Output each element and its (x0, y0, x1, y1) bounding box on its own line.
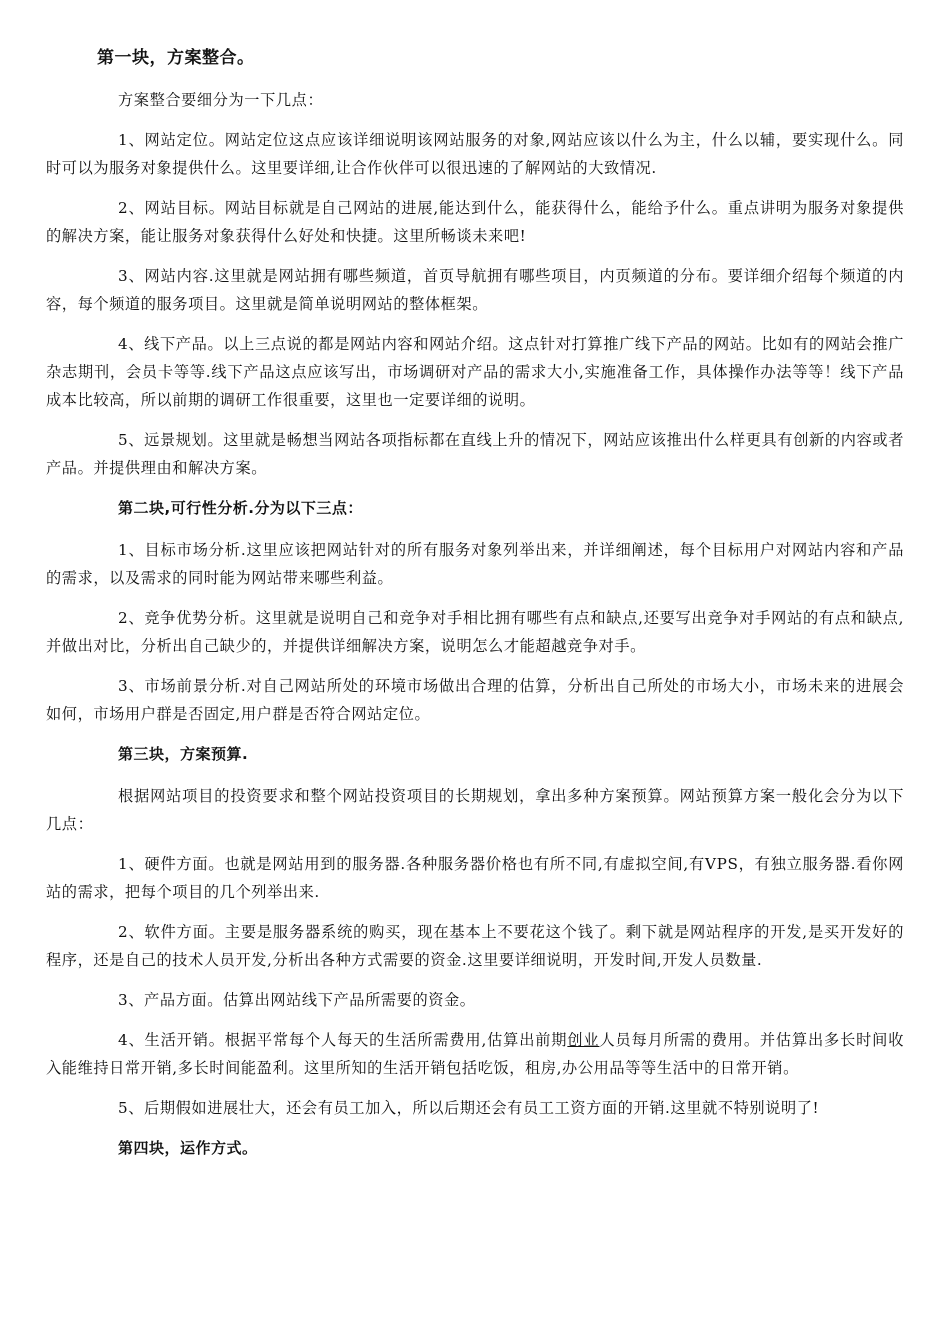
section3-item-1: 1、硬件方面。也就是网站用到的服务器.各种服务器价格也有所不同,有虚拟空间,有VPS，有独立服务器.看你网站的需求，把每个项目的几个列举出来. (46, 855, 904, 901)
section2-item-2: 2、竞争优势分析。这里就是说明自己和竞争对手相比拥有哪些有点和缺点,还要写出竞争对手网站的有点和缺点,并做出对比，分析出自己缺少的，并提供详细解决方案，说明怎么才能超越竞争对手。 (46, 609, 904, 655)
section3-item-4-text-b: 人员每月所需的费用。并估算出多长时间收入能维持日常开销,多长时间能盈利。这里所知的生活开销包括吃饭，租房,办公用品等等生活中的日常开销。 (46, 1031, 905, 1077)
document-body (46, 44, 904, 1176)
section2-item-1: 1、目标市场分析.这里应该把网站针对的所有服务对象列举出来，并详细阐述，每个目标用户对网站内容和产品的需求，以及需求的同时能为网站带来哪些利益。 (46, 541, 904, 587)
section3-item-4 (46, 1026, 904, 1082)
section3-item-5: 5、后期假如进展壮大，还会有员工加入，所以后期还会有员工工资方面的开销.这里就不特别说明了! (118, 1099, 820, 1117)
section1-intro: 方案整合要细分为一下几点： (118, 91, 324, 109)
section1-item-1: 1、网站定位。网站定位这点应该详细说明该网站服务的对象,网站应该以什么为主，什么以辅，要实现什么。同时可以为服务对象提供什么。这里要详细,让合作伙伴可以很迅速的了解网站的大致情况. (46, 131, 904, 177)
section3-item-4-text-a: 4、生活开销。根据平常每个人每天的生活所需费用,估算出前期 (118, 1031, 568, 1049)
section1-heading: 第一块，方案整合。 (97, 48, 255, 68)
section3-intro: 根据网站项目的投资要求和整个网站投资项目的长期规划，拿出多种方案预算。网站预算方案一般化会分为以下几点： (46, 787, 904, 833)
section1-item-3: 3、网站内容.这里就是网站拥有哪些频道，首页导航拥有哪些项目，内页频道的分布。要详细介绍每个频道的内容，每个频道的服务项目。这里就是简单说明网站的整体框架。 (46, 267, 904, 313)
section3-heading: 第三块，方案预算. (118, 745, 249, 763)
section4-heading: 第四块，运作方式。 (118, 1139, 258, 1157)
section1-item-5: 5、远景规划。这里就是畅想当网站各项指标都在直线上升的情况下，网站应该推出什么样更具有创新的内容或者产品。并提供理由和解决方案。 (46, 431, 904, 477)
section3-item-2: 2、软件方面。主要是服务器系统的购买，现在基本上不要花这个钱了。剩下就是网站程序的开发,是买开发好的程序，还是自己的技术人员开发,分析出各种方式需要的资金.这里要详细说明，开发时间,开发人员数量. (46, 923, 904, 969)
section1-item-4: 4、线下产品。以上三点说的都是网站内容和网站介绍。这点针对打算推广线下产品的网站。比如有的网站会推广杂志期刊，会员卡等等.线下产品这点应该写出，市场调研对产品的需求大小,实施准备工作，具体操作办法等等！线下产品成本比较高，所以前期的调研工作很重要，这里也一定要详细的说明。 (46, 335, 904, 409)
section2-heading: 第二块,可行性分析.分为以下三点： (118, 499, 363, 517)
section3-item-3: 3、产品方面。估算出网站线下产品所需要的资金。 (118, 991, 476, 1009)
startup-link[interactable]: 创业 (567, 1031, 600, 1049)
section1-item-2: 2、网站目标。网站目标就是自己网站的进展,能达到什么，能获得什么，能给予什么。重点讲明为服务对象提供的解决方案，能让服务对象获得什么好处和快捷。这里所畅谈未来吧! (46, 199, 904, 245)
section2-item-3: 3、市场前景分析.对自己网站所处的环境市场做出合理的估算，分析出自己所处的市场大小，市场未来的进展会如何，市场用户群是否固定,用户群是否符合网站定位。 (46, 677, 904, 723)
